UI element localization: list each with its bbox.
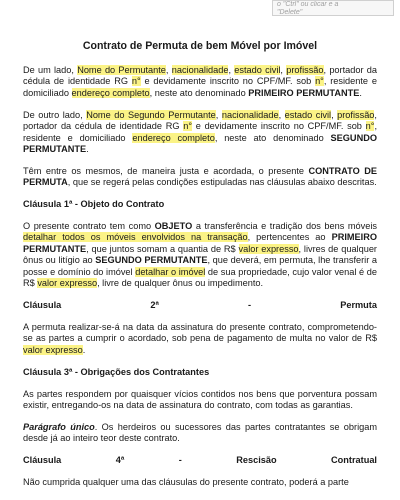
placeholder-field[interactable]: n° (365, 121, 375, 132)
party-label: PRIMEIRO PERMUTANTE (23, 232, 377, 254)
clause-1-heading: Cláusula 1ª - Objeto do Contrato (23, 199, 165, 210)
clause-3-paragraph: As partes respondem por quaisquer vícios contidos nos bens que porventura possam existir, entregando-os na data de assinatura do contrato, com todas as garantias. (23, 388, 377, 410)
text: . (86, 143, 89, 154)
clause-2-paragraph (23, 322, 377, 356)
heading-word: Cláusula (23, 455, 62, 466)
italic-label: Parágrafo único (23, 421, 95, 432)
party-label: SEGUNDO PERMUTANTE (95, 255, 208, 266)
placeholder-field[interactable]: detalhar todos os móveis envolvidos na transação (23, 232, 248, 243)
second-party-paragraph (23, 110, 377, 156)
text: e devidamente inscrito no CPF/MF. sob (140, 76, 316, 87)
clause-4-paragraph: Não cumprida qualquer uma das cláusulas do presente contrato, poderá a parte (23, 477, 349, 488)
heading-word: Cláusula (23, 300, 62, 310)
placeholder-field[interactable]: estado civil (234, 65, 281, 75)
text: Têm entre os mesmos, de maneira justa e acordada, o presente (23, 165, 309, 176)
heading-word: 4ª (115, 455, 125, 466)
agreement-paragraph (23, 166, 377, 189)
first-party-paragraph (23, 65, 377, 99)
text: , (165, 65, 172, 75)
placeholder-field[interactable]: profissão (337, 109, 375, 120)
clause-2-heading (23, 300, 377, 311)
placeholder-field[interactable]: nacionalidade (171, 65, 229, 75)
placeholder-field[interactable]: valor expresso (37, 278, 98, 289)
placeholder-field[interactable]: profissão (286, 65, 324, 75)
placeholder-field[interactable]: endereço completo (71, 87, 150, 98)
bold-text: OBJETO (154, 221, 193, 232)
placeholder-field[interactable]: valor expresso (23, 344, 83, 355)
text: , livre de qualquer ônus ou impedimento. (97, 278, 264, 289)
clause-1-paragraph (23, 221, 377, 289)
text: , (331, 109, 338, 120)
placeholder-field[interactable]: valor expresso (238, 243, 299, 254)
text: , que juntos somam a quantia de R$ (86, 243, 239, 254)
placeholder-field[interactable]: n° (131, 76, 141, 87)
text: , portador da cédula de identidade RG (23, 65, 378, 87)
clause-4-heading (23, 455, 377, 466)
text: de sua propriedade, cujo valor venal é de R$ (23, 266, 377, 289)
text: a transferência e tradição dos bens móveis (192, 221, 377, 232)
placeholder-field[interactable]: Nome do Segundo Permutante (86, 109, 216, 120)
text: . (82, 344, 86, 355)
text: , que se regerá pelas condições estipuladas nas cláusulas abaixo descritas. (67, 177, 377, 188)
text: , que deverá, em permuta, lhe transferir a posse e domínio do imóvel (23, 255, 378, 277)
text: , (278, 109, 285, 120)
heading-word: - (178, 455, 182, 466)
placeholder-field[interactable]: Nome do Permutante (77, 65, 166, 75)
text: , (228, 65, 235, 75)
text: e devidamente inscrito no CPF/MF. sob (192, 121, 366, 132)
placeholder-field[interactable]: nacionalidade (221, 109, 279, 120)
text: , (215, 109, 222, 120)
party-label: PRIMEIRO PERMUTANTE (248, 87, 360, 98)
text: De um lado, (23, 65, 78, 75)
text: De outro lado, (23, 109, 87, 120)
party-label: SEGUNDO PERMUTANTE (23, 132, 377, 154)
heading-word: Permuta (340, 300, 377, 310)
note-line-1: o "Ctrl" ou clicar e a (277, 1, 339, 8)
text: . Os herdeiros ou sucessores das partes contratantes se obrigam desde já ao inteiro teor deste contrato. (23, 421, 377, 444)
placeholder-field[interactable]: detalhar o imóvel (135, 266, 206, 277)
placeholder-field[interactable]: estado civil (284, 109, 332, 120)
text: , livres de qualquer ônus ou litígio ao (23, 243, 377, 266)
text: O presente contrato tem como (23, 221, 155, 232)
clause-3-heading: Cláusula 3ª - Obrigações dos Contratantes (23, 366, 210, 377)
note-line-2: "Delete" (277, 9, 303, 16)
placeholder-field[interactable]: n° (315, 76, 324, 87)
placeholder-field[interactable]: n° (183, 121, 193, 132)
document-title: Contrato de Permuta de bem Móvel por Imóvel (82, 40, 318, 52)
text: , neste ato denominado (214, 132, 331, 143)
text: . (359, 87, 362, 98)
heading-word: - (248, 300, 252, 310)
text: , portador da cédula de identidade RG (23, 109, 377, 132)
instruction-note (272, 0, 394, 16)
heading-word: Rescisão (236, 455, 277, 466)
text: , (280, 65, 287, 75)
contract-label: CONTRATO DE PERMUTA (23, 165, 377, 188)
text: , residente e domiciliado (23, 76, 377, 98)
heading-word: Contratual (331, 455, 377, 466)
heading-word: 2ª (150, 300, 159, 310)
text: , neste ato denominado (149, 87, 249, 98)
text: A permuta realizar-se-á na data da assinatura do presente contrato, comprometendo-se as partes a cumprir o acordado, sob pena de pagamento de multa no valor de R$ (23, 321, 377, 344)
clause-3-sole-paragraph (23, 422, 377, 445)
text: , residente e domiciliado (23, 121, 377, 143)
placeholder-field[interactable]: endereço completo (132, 132, 215, 143)
text: , pertencentes ao (247, 232, 332, 243)
document-body (23, 65, 377, 499)
